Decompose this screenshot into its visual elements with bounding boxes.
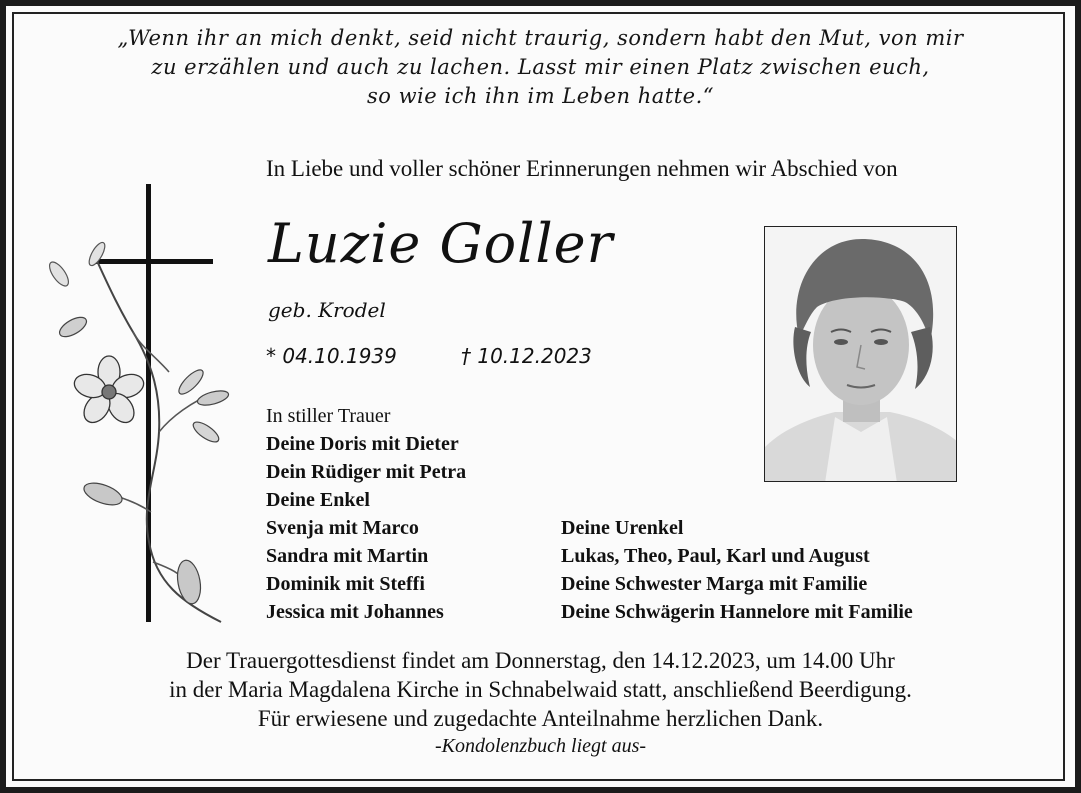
mourner-line: Deine Schwägerin Hannelore mit Familie [561,601,913,623]
mourner-line: Dein Rüdiger mit Petra [266,461,467,483]
life-dates [266,344,592,368]
quote [6,24,1075,111]
mourner-line: Sandra mit Martin [266,545,429,567]
portrait-illustration [765,227,957,482]
quote-line-2: zu erzählen und auch zu lachen. Lasst mir einen Platz zwischen euch, [151,55,930,79]
mourners-heading: In stiller Trauer [266,405,391,427]
quote-line-1: „Wenn ihr an mich denkt, seid nicht traurig, sondern habt den Mut, von mir [117,26,964,50]
mourners-left [266,402,466,626]
obituary-page [6,6,1075,787]
service-line-1: Der Trauergottesdienst findet am Donnerstag, den 14.12.2023, um 14.00 Uhr [186,648,895,673]
mourner-line: Svenja mit Marco [266,517,419,539]
intro-text: In Liebe und voller schöner Erinnerungen nehmen wir Abschied von [266,156,898,181]
mourners-right [561,514,913,626]
portrait-photo [764,226,957,482]
mourner-line: Lukas, Theo, Paul, Karl und August [561,545,870,567]
service-line-2: in der Maria Magdalena Kirche in Schnabelwaid statt, anschließend Beerdigung. [169,677,912,702]
birth-date: * 04.10.1939 [266,344,397,368]
service-info [6,646,1075,759]
mourner-line: Deine Schwester Marga mit Familie [561,573,868,595]
deceased-name: Luzie Goller [268,212,614,275]
service-line-3: Für erwiesene und zugedachte Anteilnahme herzlichen Dank. [257,706,824,731]
condolence-note: -Kondolenzbuch liegt aus- [434,735,647,757]
mourner-line: Deine Enkel [266,489,370,511]
cross-with-flower-icon [41,182,241,632]
mourner-line: Dominik mit Steffi [266,573,425,595]
mourner-line: Deine Doris mit Dieter [266,433,459,455]
mourner-line: Jessica mit Johannes [266,601,444,623]
quote-line-3: so wie ich ihn im Leben hatte.“ [366,84,715,108]
birth-name: geb. Krodel [268,298,386,322]
mourner-line: Deine Urenkel [561,517,684,539]
death-date: † 10.12.2023 [461,344,592,368]
